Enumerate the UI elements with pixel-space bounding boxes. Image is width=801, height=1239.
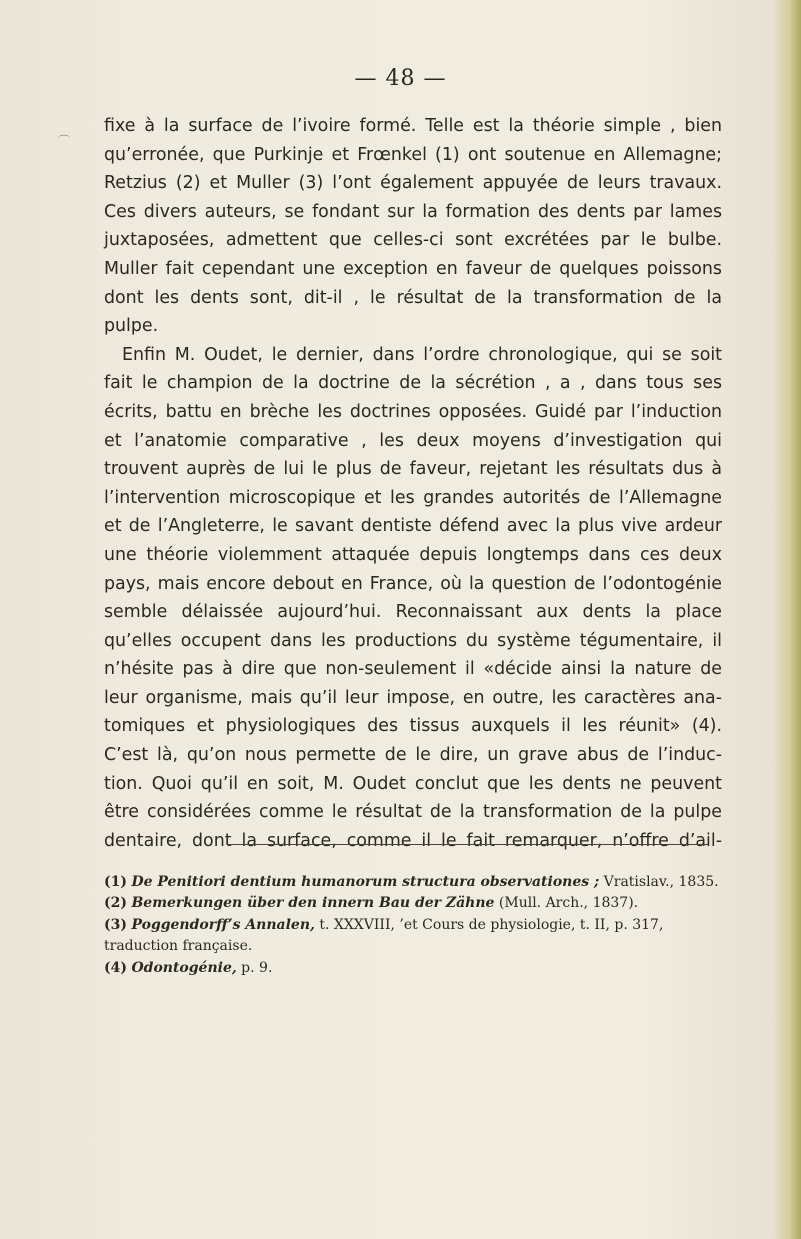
margin-mark: ⌒ — [58, 134, 71, 148]
text-line: être considérées comme le résultat de la transformation de la pulpe — [104, 802, 722, 823]
text-line: qu’elles occupent dans les productions du système tégumentaire, il — [104, 630, 722, 651]
text-line: pays, mais encore debout en France, où la question de l’odontogénie — [104, 573, 722, 594]
text-line: C’est là, qu’on nous permette de le dire, un grave abus de l’induc- — [104, 745, 722, 766]
footnote-2: (2) Bemerkungen über den innern Bau der Zähne (Mull. Arch., 1837). — [104, 895, 639, 912]
footnote-3: (3) Poggendorff’s Annalen, t. XXXVIII, ’et Cours de physiologie, t. II, p. 317, — [104, 916, 664, 933]
footnote-4: (4) Odontogénie, p. 9. — [104, 959, 273, 976]
footnote-3-continued: traduction française. — [104, 938, 253, 955]
text-line: Retzius (2) et Muller (3) l’ont également appuyée de leurs travaux. — [104, 173, 722, 194]
footnote-1: (1) De Penitiori dentium humanorum structura observationes ; Vratislav., 1835. — [104, 874, 719, 890]
page-edge-shadow — [773, 0, 801, 1239]
text-line: pulpe. — [104, 316, 159, 337]
text-line: fixe à la surface de l’ivoire formé. Telle est la théorie simple , bien — [104, 116, 722, 136]
text-line: et l’anatomie comparative , les deux moyens d’investigation qui — [104, 430, 722, 451]
text-line: leur organisme, mais qu’il leur impose, en outre, les caractères ana- — [104, 687, 722, 708]
text-line: n’hésite pas à dire que non-seulement il «décide ainsi la nature de — [104, 659, 722, 680]
main-text — [104, 112, 722, 855]
text-line: juxtaposées, admettent que celles-ci sont excrétées par le bulbe. — [104, 230, 722, 251]
page-number-header: — 48 — — [354, 66, 447, 91]
text-line: dont les dents sont, dit-il , le résultat de la transformation de la — [104, 287, 722, 308]
text-line: Muller fait cependant une exception en faveur de quelques poissons — [104, 258, 722, 279]
text-line: l’intervention microscopique et les grandes autorités de l’Allemagne — [104, 487, 722, 508]
text-line: et de l’Angleterre, le savant dentiste défend avec la plus vive ardeur — [104, 516, 722, 537]
text-line: qu’erronée, que Purkinje et Frœnkel (1) ont soutenue en Allemagne; — [104, 144, 722, 165]
text-line: tion. Quoi qu’il en soit, M. Oudet conclut que les dents ne peuvent — [104, 773, 722, 794]
text-line: tomiques et physiologiques des tissus auxquels il les réunit» (4). — [104, 716, 722, 737]
footnote-divider — [228, 844, 708, 845]
text-line: fait le champion de la doctrine de la sécrétion , a , dans tous ses — [104, 373, 722, 394]
text-line: semble délaissée aujourd’hui. Reconnaissant aux dents la place — [104, 602, 722, 623]
text-line: dentaire, dont la surface, comme il le fait remarquer, n’offre d’ail- — [104, 830, 722, 851]
text-line: une théorie violemment attaquée depuis longtemps dans ces deux — [104, 544, 722, 565]
text-line: écrits, battu en brèche les doctrines opposées. Guidé par l’induction — [104, 401, 722, 422]
text-line: Enfin M. Oudet, le dernier, dans l’ordre chronologique, qui se soit — [122, 344, 722, 365]
text-line: Ces divers auteurs, se fondant sur la formation des dents par lames — [104, 201, 722, 222]
text-line: trouvent auprès de lui le plus de faveur, rejetant les résultats dus à — [104, 459, 722, 480]
footnotes — [104, 872, 722, 979]
